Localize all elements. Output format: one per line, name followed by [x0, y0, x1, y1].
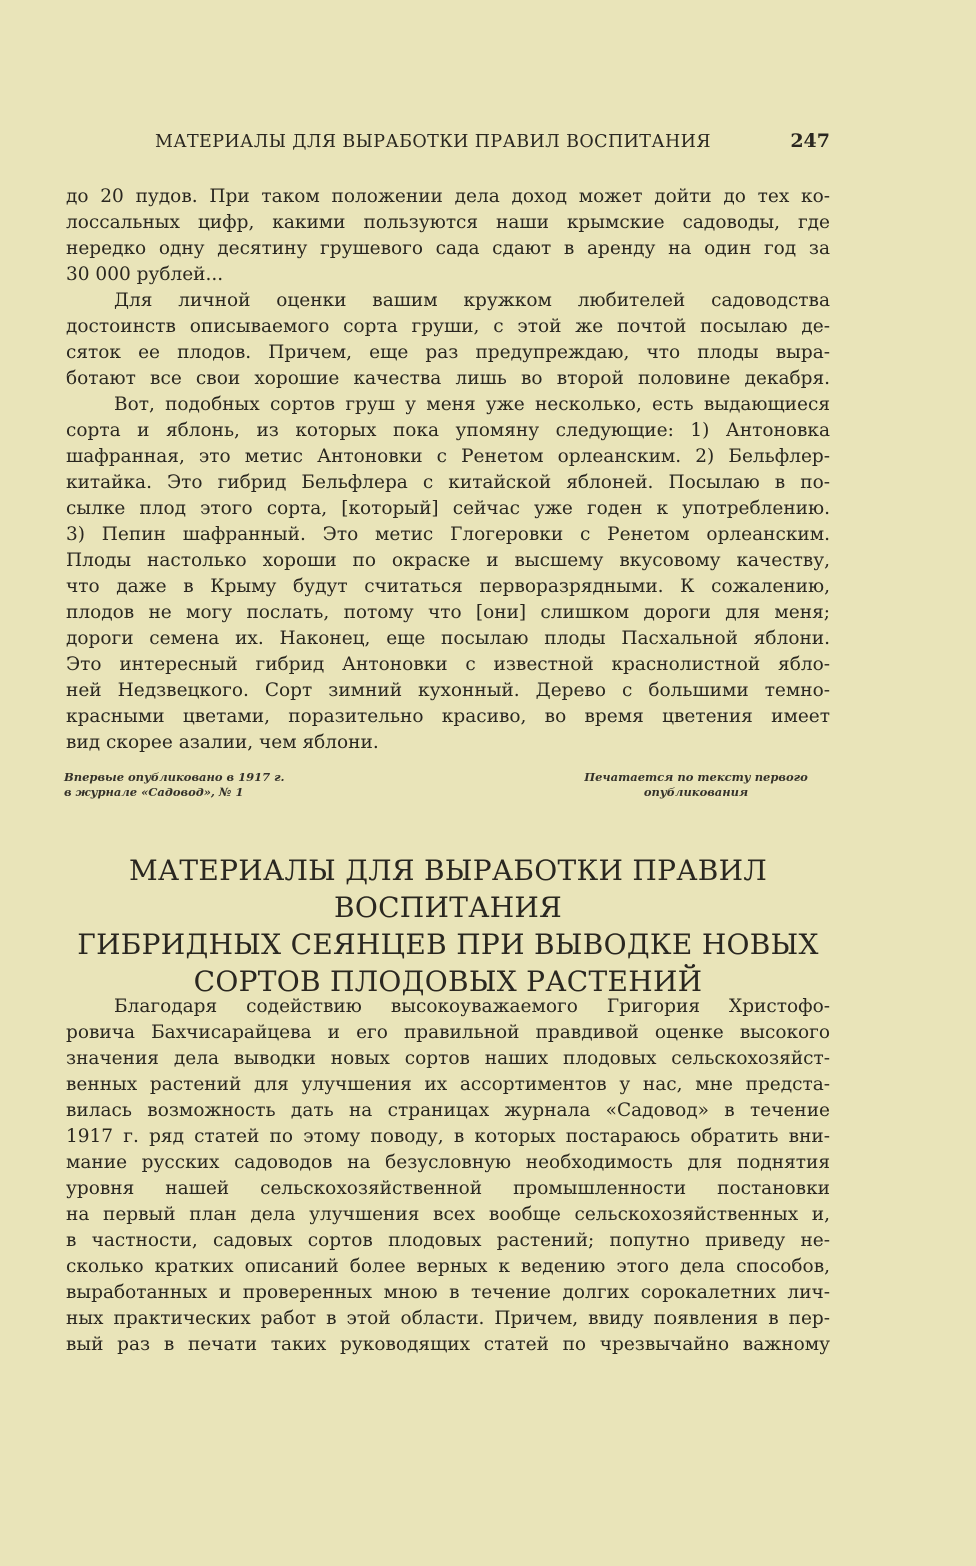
text-line: плодов не могу послать, потому что [они] слишком дороги для меня;	[66, 602, 830, 623]
note-line: Впервые опубликовано в 1917 г.	[64, 770, 285, 784]
text-line: на первый план дела улучшения всех вообще сельскохозяйственных и,	[66, 1204, 830, 1225]
note-line: в журнале «Садовод», № 1	[64, 785, 244, 799]
text-line: красными цветами, поразительно красиво, во время цветения имеет	[66, 706, 830, 727]
article-title	[40, 852, 856, 1000]
text-line: мание русских садоводов на безусловную необходимость для поднятия	[66, 1152, 830, 1173]
text-line: в частности, садовых сортов плодовых растений; попутно приведу не-	[66, 1230, 830, 1251]
text-line: сяток ее плодов. Причем, еще раз предупреждаю, что плоды выра-	[66, 342, 830, 363]
running-header	[155, 132, 830, 156]
source-note	[560, 770, 832, 800]
text-line: вилась возможность дать на страницах журнала «Садовод» в течение	[66, 1100, 830, 1121]
text-line: ных практических работ в этой области. Причем, ввиду появления в пер-	[66, 1308, 830, 1329]
text-line: Благодаря содействию высокоуважаемого Григория Христофо-	[114, 996, 830, 1017]
text-line: ней Недзвецкого. Сорт зимний кухонный. Дерево с большими темно-	[66, 680, 830, 701]
text-line: вый раз в печати таких руководящих статей по чрезвычайно важному	[66, 1334, 830, 1355]
text-line: достоинств описываемого сорта груши, с этой же почтой посылаю де-	[66, 316, 830, 337]
text-line: сорта и яблонь, из которых пока упомяну следующие: 1) Антоновка	[66, 420, 830, 441]
text-line: значения дела выводки новых сортов наших плодовых сельскохозяйст-	[66, 1048, 830, 1069]
note-line: опубликования	[643, 785, 749, 799]
running-title: МАТЕРИАЛЫ ДЛЯ ВЫРАБОТКИ ПРАВИЛ ВОСПИТАНИЯ	[155, 132, 711, 152]
text-line: Плоды настолько хороши по окраске и высшему вкусовому качеству,	[66, 550, 830, 571]
text-line: лоссальных цифр, какими пользуются наши крымские садоводы, где	[66, 212, 830, 233]
text-line: 1917 г. ряд статей по этому поводу, в которых постараюсь обратить вни-	[66, 1126, 830, 1147]
title-line: МАТЕРИАЛЫ ДЛЯ ВЫРАБОТКИ ПРАВИЛ ВОСПИТАНИЯ	[128, 854, 768, 924]
text-line: нередко одну десятину грушевого сада сдают в аренду на один год за	[66, 238, 830, 259]
text-line: венных растений для улучшения их ассортиментов у нас, мне предста-	[66, 1074, 830, 1095]
text-line: сколько кратких описаний более верных к ведению этого дела способов,	[66, 1256, 830, 1277]
text-line: что даже в Крыму будут считаться перворазрядными. К сожалению,	[66, 576, 830, 597]
text-line: Это интересный гибрид Антоновки с известной краснолистной ябло-	[66, 654, 830, 675]
title-line: СОРТОВ ПЛОДОВЫХ РАСТЕНИЙ	[193, 965, 703, 998]
text-line: 3) Пепин шафранный. Это метис Глогеровки с Ренетом орлеанским.	[66, 524, 830, 545]
text-line: китайка. Это гибрид Бельфлера с китайской яблоней. Посылаю в по-	[66, 472, 830, 493]
article-text-block	[66, 994, 830, 1358]
note-line: Печатается по тексту первого	[584, 770, 808, 784]
text-line: дороги семена их. Наконец, еще посылаю плоды Пасхальной яблони.	[66, 628, 830, 649]
publication-note	[64, 770, 344, 800]
letter-text-block	[66, 184, 830, 756]
text-line: уровня нашей сельскохозяйственной промышленности постановки	[66, 1178, 830, 1199]
text-line: сылке плод этого сорта, [который] сейчас уже годен к употреблению.	[66, 498, 830, 519]
text-line: вид скорее азалии, чем яблони.	[66, 732, 379, 753]
text-line: шафранная, это метис Антоновки с Ренетом орлеанским. 2) Бельфлер-	[66, 446, 830, 467]
text-line: 30 000 рублей...	[66, 264, 224, 285]
text-line: ботают все свои хорошие качества лишь во второй половине декабря.	[66, 368, 830, 389]
title-line: ГИБРИДНЫХ СЕЯНЦЕВ ПРИ ВЫВОДКЕ НОВЫХ	[77, 928, 819, 961]
page-number: 247	[790, 130, 830, 152]
text-line: Вот, подобных сортов груш у меня уже несколько, есть выдающиеся	[114, 394, 830, 415]
text-line: до 20 пудов. При таком положении дела доход может дойти до тех ко-	[66, 186, 830, 207]
text-line: ровича Бахчисарайцева и его правильной правдивой оценке высокого	[66, 1022, 830, 1043]
text-line: выработанных и проверенных мною в течение долгих сорокалетних лич-	[66, 1282, 830, 1303]
text-line: Для личной оценки вашим кружком любителей садоводства	[114, 290, 830, 311]
